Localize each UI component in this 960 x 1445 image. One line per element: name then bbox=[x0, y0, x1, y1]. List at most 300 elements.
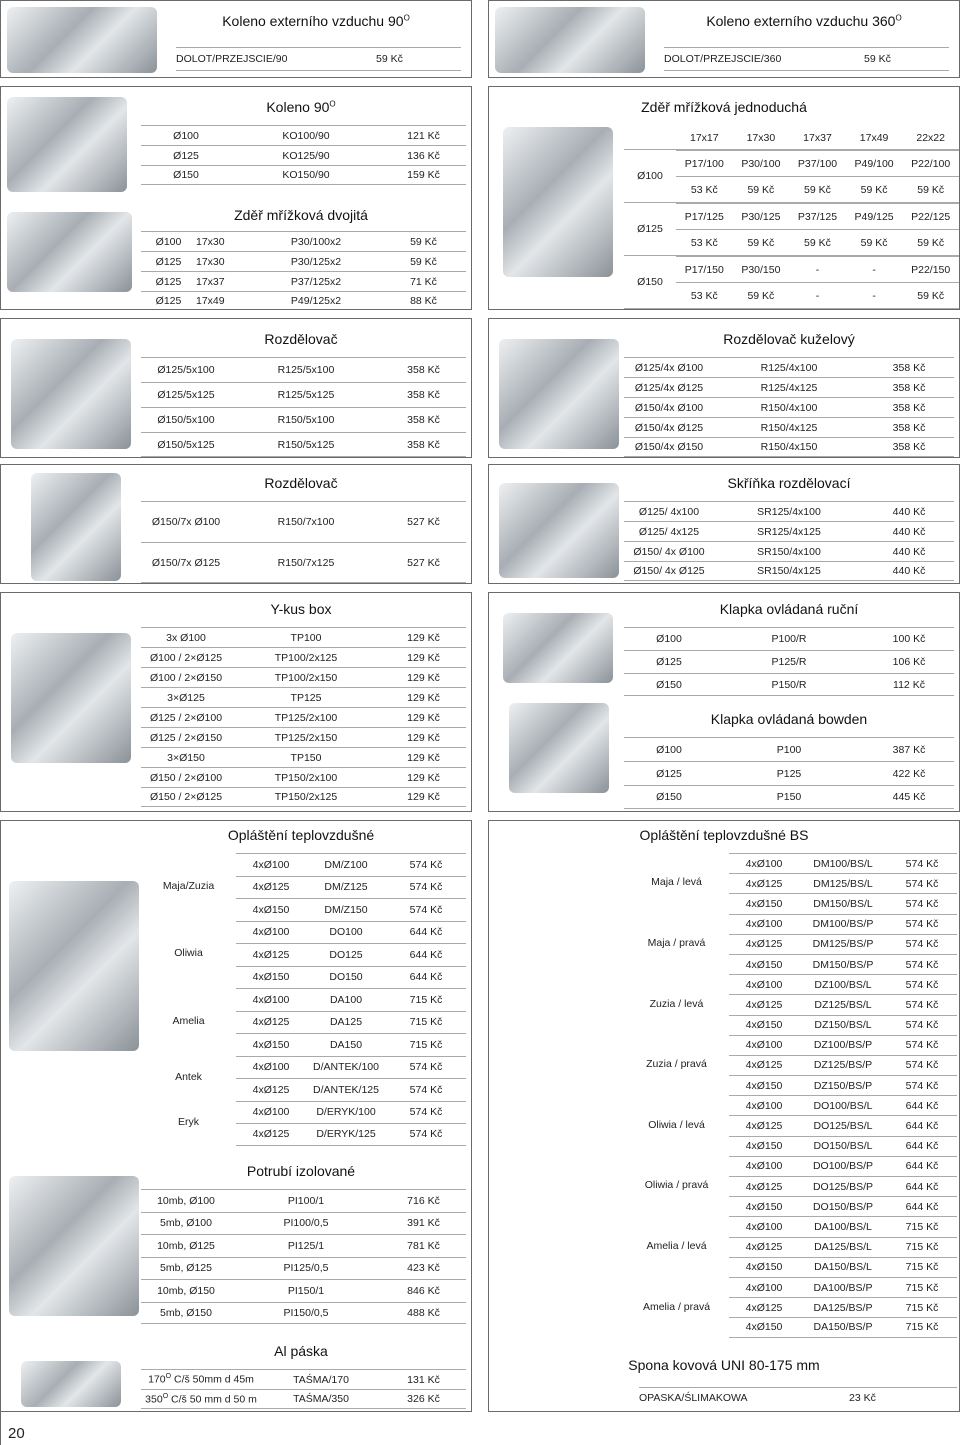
table-cell: 781 Kč bbox=[407, 1239, 440, 1252]
table-row bbox=[624, 785, 954, 809]
product-photo bbox=[509, 703, 609, 793]
table-cell: R150/7x125 bbox=[277, 556, 335, 569]
table-row bbox=[236, 1078, 466, 1101]
koleno-table bbox=[141, 125, 466, 185]
table-cell: Ø150/4x Ø125 bbox=[634, 421, 704, 434]
table-cell: Ø150 bbox=[173, 169, 199, 181]
model-label: Oliwia / levá bbox=[648, 1118, 705, 1131]
panel-title: Opláštění teplovzdušné bbox=[227, 827, 375, 843]
table-cell: 488 Kč bbox=[407, 1306, 440, 1319]
panel-koleno-360 bbox=[488, 0, 960, 78]
table-cell: 4xØ100 bbox=[252, 1106, 290, 1119]
table-cell: 574 Kč bbox=[905, 1059, 939, 1072]
table-cell: 59 Kč bbox=[860, 236, 888, 249]
table-cell: 4xØ150 bbox=[252, 971, 290, 984]
table-cell: Ø150/7x Ø125 bbox=[151, 556, 221, 569]
table-cell: 4xØ125 bbox=[745, 1301, 783, 1314]
table-cell: 391 Kč bbox=[407, 1217, 440, 1230]
table-cell: PI150/0,5 bbox=[283, 1306, 329, 1319]
table-cell: DM150/BS/P bbox=[812, 958, 874, 971]
model-label: Maja / levá bbox=[651, 876, 702, 889]
table-row bbox=[729, 1237, 957, 1257]
table-cell: 4xØ100 bbox=[745, 1039, 783, 1052]
panel-title: Rozdělovač bbox=[264, 331, 338, 347]
table-cell: DM100/BS/P bbox=[812, 918, 874, 931]
product-photo bbox=[499, 339, 619, 449]
table-cell: SR125/4x125 bbox=[757, 525, 821, 538]
group-rows bbox=[676, 203, 959, 255]
table-row bbox=[729, 994, 957, 1014]
zder-table bbox=[624, 127, 959, 309]
table-cell: 4xØ150 bbox=[745, 958, 783, 971]
table-row bbox=[236, 898, 466, 921]
table-cell: 4xØ125 bbox=[252, 1128, 290, 1141]
table-cell: Ø125/5x125 bbox=[157, 389, 215, 401]
table-row bbox=[624, 357, 954, 377]
panel-y-kus bbox=[0, 592, 472, 812]
table-cell: 715 Kč bbox=[409, 993, 443, 1006]
table-row bbox=[729, 974, 957, 994]
y-kus-table bbox=[141, 627, 466, 807]
table-cell: DM/Z100 bbox=[324, 858, 368, 871]
table-cell: P150/R bbox=[771, 678, 807, 691]
table-cell: 59 Kč bbox=[747, 289, 775, 302]
table-cell: 59 Kč bbox=[917, 289, 945, 302]
table-cell: 4xØ125 bbox=[252, 1083, 290, 1096]
table-cell: P17/150 bbox=[684, 263, 724, 276]
table-row bbox=[676, 176, 959, 202]
rozdelovac-kuzelovy-table bbox=[624, 357, 954, 457]
rozdelovac-7-table bbox=[141, 501, 466, 583]
table-cell: 17x37 bbox=[196, 275, 225, 288]
table-row bbox=[236, 876, 466, 899]
table-cell: 4xØ150 bbox=[745, 1261, 783, 1274]
model-label: Amelia bbox=[172, 1014, 205, 1027]
table-cell: 53 Kč bbox=[690, 236, 718, 249]
table-cell: Ø125 bbox=[656, 767, 682, 780]
table-cell: P37/125x2 bbox=[290, 275, 342, 288]
table-cell: 129 Kč bbox=[407, 691, 440, 704]
table-row bbox=[729, 1257, 957, 1277]
table-cell: Ø100 bbox=[155, 235, 182, 248]
al-paska-table bbox=[141, 1369, 466, 1409]
table-row bbox=[141, 1389, 466, 1409]
table-cell: DZ125/BS/P bbox=[813, 1059, 873, 1072]
product-photo bbox=[31, 473, 121, 581]
product-photo bbox=[7, 97, 127, 192]
table-row bbox=[141, 125, 466, 145]
table-cell: - bbox=[872, 289, 876, 302]
product-photo bbox=[495, 7, 645, 73]
rozdelovac-table bbox=[141, 357, 466, 457]
table-cell: 4xØ125 bbox=[745, 998, 783, 1011]
table-row bbox=[141, 432, 466, 457]
sub-title: Al páska bbox=[274, 1343, 328, 1359]
panel-zder-jednoducha bbox=[488, 86, 960, 310]
table-cell: 129 Kč bbox=[407, 771, 440, 784]
table-cell: TP100 bbox=[290, 631, 322, 644]
model-label: Amelia / levá bbox=[646, 1239, 707, 1252]
product-photo bbox=[9, 881, 139, 1051]
product-photo bbox=[21, 1361, 121, 1407]
table-cell: 4xØ125 bbox=[252, 1016, 290, 1029]
table-row bbox=[236, 1011, 466, 1034]
table-cell: 4xØ100 bbox=[252, 1061, 290, 1074]
panel-title: Y-kus box bbox=[270, 601, 332, 617]
table-row bbox=[236, 853, 466, 876]
table-cell: P17/100 bbox=[684, 157, 724, 170]
table-row bbox=[236, 943, 466, 966]
table-cell: 574 Kč bbox=[409, 1128, 443, 1141]
table-cell: 350 bbox=[145, 1393, 163, 1406]
table-cell: 715 Kč bbox=[409, 1016, 443, 1029]
table-cell: 574 Kč bbox=[905, 877, 939, 890]
table-row bbox=[236, 1123, 466, 1146]
table-header-row bbox=[676, 127, 959, 149]
page-number: 20 bbox=[8, 1425, 25, 1442]
table-cell: 129 Kč bbox=[407, 731, 440, 744]
table-cell: P30/125x2 bbox=[290, 255, 342, 268]
table-cell: 100 Kč bbox=[892, 633, 926, 645]
table-cell: TP150/2x125 bbox=[274, 791, 338, 803]
table-cell: PI125/1 bbox=[287, 1239, 325, 1252]
table-row bbox=[141, 667, 466, 687]
table-cell: 445 Kč bbox=[892, 791, 926, 803]
table-cell: 59 Kč bbox=[747, 236, 775, 249]
table-row bbox=[624, 761, 954, 785]
table-cell: Ø125/4x Ø100 bbox=[634, 361, 704, 374]
table-cell: P100/R bbox=[771, 633, 807, 645]
table-row bbox=[141, 542, 466, 583]
table-cell: SR150/4x100 bbox=[757, 545, 821, 558]
table-cell: 644 Kč bbox=[905, 1160, 939, 1173]
product-photo bbox=[499, 483, 619, 578]
table-row bbox=[141, 501, 466, 542]
table-cell: R150/4x150 bbox=[760, 441, 818, 453]
table-row bbox=[676, 256, 959, 282]
table-cell: 358 Kč bbox=[892, 381, 926, 394]
sub-title: Potrubí izolované bbox=[246, 1163, 356, 1179]
model-label: Oliwia bbox=[174, 946, 203, 959]
table-row bbox=[141, 687, 466, 707]
table-row bbox=[236, 921, 466, 944]
table-cell: DM/Z125 bbox=[324, 881, 368, 894]
table-row bbox=[141, 231, 466, 251]
table-cell: 440 Kč bbox=[892, 505, 926, 518]
table-row bbox=[676, 203, 959, 229]
table-cell: 17x30 bbox=[196, 235, 225, 248]
table-row bbox=[676, 150, 959, 176]
table-row bbox=[141, 627, 466, 647]
table-row bbox=[624, 673, 954, 696]
table-cell: O bbox=[162, 1392, 169, 1400]
table-row bbox=[141, 747, 466, 767]
table-cell: 59 Kč bbox=[410, 255, 437, 268]
table-cell: DZ100/BS/P bbox=[813, 1039, 873, 1052]
table-cell: Ø125/5x100 bbox=[157, 364, 215, 376]
table-cell: 4xØ150 bbox=[745, 1321, 783, 1334]
table-cell: DO150/BS/L bbox=[813, 1140, 873, 1153]
table-cell: 644 Kč bbox=[409, 926, 443, 939]
table-cell: R150/7x100 bbox=[277, 516, 335, 528]
table-cell: 4xØ100 bbox=[745, 1220, 783, 1233]
product-photo bbox=[11, 339, 131, 449]
table-cell: DO100 bbox=[329, 926, 363, 939]
table-cell: DA125/BS/L bbox=[814, 1241, 872, 1254]
table-group bbox=[624, 202, 959, 255]
table-cell: TP125/2x150 bbox=[274, 731, 338, 744]
model-label: Eryk bbox=[178, 1115, 199, 1128]
product-photo bbox=[503, 127, 613, 277]
oplasteni-bs-table bbox=[729, 853, 957, 1338]
oplasteni-table bbox=[236, 853, 466, 1146]
table-cell: 4xØ125 bbox=[252, 948, 290, 961]
table-cell: Ø100 / 2×Ø150 bbox=[149, 671, 223, 684]
table-cell: DA100/BS/P bbox=[813, 1281, 873, 1294]
table-cell: 112 Kč bbox=[893, 678, 925, 691]
table-cell: 59 Kč bbox=[860, 183, 888, 196]
table-row bbox=[141, 1302, 466, 1325]
table-cell: 574 Kč bbox=[905, 958, 939, 971]
table-cell: DA150/BS/L bbox=[814, 1261, 872, 1274]
table-cell: TP150 bbox=[290, 751, 322, 764]
table-cell: 4xØ150 bbox=[252, 903, 290, 916]
panel-title: Zděř mřížková jednoduchá bbox=[641, 99, 807, 115]
table-cell: DO150 bbox=[329, 971, 363, 984]
table-cell: P30/100x2 bbox=[290, 235, 342, 248]
table-cell: 644 Kč bbox=[905, 1200, 939, 1213]
table-cell: 715 Kč bbox=[905, 1241, 939, 1254]
table-cell: 4xØ150 bbox=[745, 1019, 783, 1032]
table-row bbox=[624, 650, 954, 673]
table-cell: 423 Kč bbox=[407, 1262, 440, 1275]
potrubi-table bbox=[141, 1189, 466, 1324]
table-cell: P37/100 bbox=[797, 157, 838, 170]
table-cell: 4xØ125 bbox=[745, 1059, 783, 1072]
table-row bbox=[141, 727, 466, 747]
page-margin-line bbox=[0, 1412, 1, 1445]
panel-title: Skříňka rozdělovací bbox=[727, 475, 851, 491]
table-row bbox=[141, 357, 466, 382]
table-cell: - bbox=[872, 263, 876, 276]
table-cell: 4xØ100 bbox=[252, 926, 290, 939]
table-cell: DZ150/BS/P bbox=[813, 1079, 873, 1092]
table-cell: 59 Kč bbox=[747, 183, 775, 196]
product-photo bbox=[9, 1176, 139, 1316]
table-cell: R150/4x100 bbox=[760, 401, 818, 414]
table-cell: KO100/90 bbox=[282, 129, 330, 142]
table-cell: 129 Kč bbox=[407, 711, 440, 724]
table-cell: Ø150 / 2×Ø125 bbox=[149, 791, 223, 803]
table-cell: DA150 bbox=[329, 1038, 363, 1051]
table-cell: 574 Kč bbox=[409, 1061, 443, 1074]
panel-rozdelovac-7 bbox=[0, 464, 472, 584]
table-cell: 574 Kč bbox=[409, 881, 443, 894]
table-cell: R125/5x125 bbox=[277, 389, 335, 401]
table-row bbox=[624, 377, 954, 397]
table-row bbox=[729, 1115, 957, 1135]
table-cell: 4xØ100 bbox=[252, 993, 290, 1006]
table-cell: DO150/BS/P bbox=[812, 1200, 874, 1213]
table-cell: 358 Kč bbox=[892, 421, 926, 434]
table-row bbox=[676, 229, 959, 255]
table-cell: DM100/BS/L bbox=[813, 857, 873, 870]
table-cell: 4xØ100 bbox=[745, 1281, 783, 1294]
table-cell: 644 Kč bbox=[905, 1180, 939, 1193]
panel-oplasteni-bs bbox=[488, 820, 960, 1412]
table-row bbox=[141, 767, 466, 787]
table-header-cell: 22x22 bbox=[916, 132, 945, 144]
table-row bbox=[729, 1156, 957, 1176]
table-row bbox=[141, 1257, 466, 1280]
table-cell: 106 Kč bbox=[892, 656, 926, 668]
table-cell: DO125/BS/L bbox=[813, 1120, 873, 1133]
table-cell: 4xØ150 bbox=[745, 1140, 783, 1153]
table-row bbox=[624, 541, 954, 561]
table-cell: TAŚMA/170 bbox=[293, 1373, 349, 1386]
table-cell: 4xØ125 bbox=[252, 881, 290, 894]
table-cell: 326 Kč bbox=[407, 1393, 440, 1405]
table-cell: P150 bbox=[776, 791, 802, 803]
table-cell: 10mb, Ø100 bbox=[157, 1194, 215, 1207]
table-row bbox=[141, 1212, 466, 1235]
table-cell: DA125 bbox=[329, 1016, 363, 1029]
table-row bbox=[729, 893, 957, 913]
table-cell: Ø100 bbox=[656, 743, 682, 756]
table-cell: P30/150 bbox=[741, 263, 781, 276]
table-cell: 422 Kč bbox=[892, 767, 926, 780]
table-cell: 715 Kč bbox=[905, 1261, 939, 1274]
panel-title: Koleno externího vzduchu $90^O$ bbox=[222, 13, 410, 29]
table-row bbox=[729, 954, 957, 974]
table-cell: 71 Kč bbox=[410, 275, 437, 288]
dia-label: Ø100 bbox=[637, 170, 663, 182]
table-cell: 4xØ150 bbox=[745, 1200, 783, 1213]
table-cell: 4xØ125 bbox=[745, 1180, 783, 1193]
table-cell: Ø125/4x Ø125 bbox=[634, 381, 704, 394]
table-cell: PI100/1 bbox=[287, 1194, 325, 1207]
product-photo bbox=[11, 633, 131, 763]
table-cell: TP100/2x150 bbox=[274, 671, 338, 684]
table-row bbox=[141, 165, 466, 185]
table-cell: 574 Kč bbox=[905, 897, 939, 910]
table-cell: DO125/BS/P bbox=[812, 1180, 874, 1193]
panel-title: Rozdělovač kuželový bbox=[723, 331, 855, 347]
table-cell: 88 Kč bbox=[410, 295, 437, 307]
table-cell: 715 Kč bbox=[409, 1038, 443, 1051]
table-row bbox=[141, 647, 466, 667]
spona-table: OPASKA/ŚLIMAKOWA 23 Kč bbox=[639, 1387, 957, 1407]
table-cell: 3×Ø150 bbox=[167, 751, 205, 764]
table-cell: DO100/BS/L bbox=[813, 1099, 873, 1112]
table-row bbox=[141, 1234, 466, 1257]
table-row bbox=[141, 382, 466, 407]
table-header-cell: 17x37 bbox=[803, 132, 832, 144]
table-cell: P22/125 bbox=[911, 210, 951, 223]
table-cell: D/ANTEK/100 bbox=[313, 1061, 379, 1074]
table-cell: Ø125 bbox=[155, 295, 182, 307]
table-group bbox=[624, 255, 959, 309]
table-cell: 4xØ150 bbox=[745, 1079, 783, 1092]
table-row bbox=[141, 787, 466, 807]
table-cell: C/š 50mm d 45m bbox=[171, 1373, 254, 1386]
table-cell: 644 Kč bbox=[905, 1099, 939, 1112]
table-cell: 3x Ø100 bbox=[166, 631, 206, 644]
zder-dvojita-table bbox=[141, 231, 466, 310]
table-row bbox=[624, 737, 954, 761]
table-cell: R150/5x125 bbox=[277, 438, 335, 451]
table-cell: 59 Kč bbox=[804, 183, 831, 196]
table-cell: 574 Kč bbox=[905, 1079, 939, 1092]
table-cell: 644 Kč bbox=[409, 971, 443, 984]
table-header-cell: 17x30 bbox=[746, 132, 776, 144]
klapka-rucni-table bbox=[624, 627, 954, 696]
table-cell: DA100/BS/L bbox=[814, 1220, 872, 1233]
table-cell: 387 Kč bbox=[892, 743, 926, 756]
table-cell: DO125 bbox=[329, 948, 363, 961]
table-row bbox=[141, 291, 466, 310]
table-cell: - bbox=[815, 289, 820, 302]
table-row bbox=[729, 1297, 957, 1317]
table-header-cell: 17x17 bbox=[689, 132, 719, 144]
table-cell: 644 Kč bbox=[409, 948, 443, 961]
dia-label: Ø150 bbox=[637, 276, 663, 288]
table-cell: PI125/0,5 bbox=[283, 1262, 329, 1275]
table-cell: P17/125 bbox=[684, 210, 724, 223]
table-row bbox=[729, 914, 957, 934]
table-cell: 440 Kč bbox=[892, 525, 926, 538]
klapka-bowden-table bbox=[624, 737, 954, 809]
table-cell: 527 Kč bbox=[407, 556, 440, 569]
table-cell: D/ERYK/125 bbox=[316, 1128, 376, 1141]
skrinka-table bbox=[624, 501, 954, 581]
table-cell: Ø150/4x Ø150 bbox=[634, 441, 704, 453]
table-cell: TP125/2x100 bbox=[274, 711, 338, 724]
table-cell: 574 Kč bbox=[409, 903, 443, 916]
table-cell: C/š 50 mm d 50 m bbox=[168, 1393, 257, 1406]
table-cell: 358 Kč bbox=[407, 414, 440, 426]
table-cell: P100 bbox=[776, 743, 802, 756]
table-row bbox=[729, 1015, 957, 1035]
table-row bbox=[624, 397, 954, 417]
table-row bbox=[141, 145, 466, 165]
table-cell: 4xØ125 bbox=[745, 938, 783, 951]
table-cell: 715 Kč bbox=[905, 1301, 939, 1314]
table-cell: TAŚMA/350 bbox=[293, 1393, 349, 1405]
table-cell: 59 Kč bbox=[917, 236, 945, 249]
table-cell: PI100/0,5 bbox=[283, 1217, 329, 1230]
table-cell: DM/Z150 bbox=[324, 903, 368, 916]
table-row bbox=[624, 561, 954, 581]
table-cell: TP150/2x100 bbox=[274, 771, 338, 784]
panel-klapka bbox=[488, 592, 960, 812]
table-row bbox=[729, 934, 957, 954]
table-cell: 644 Kč bbox=[905, 1120, 939, 1133]
table-row bbox=[624, 417, 954, 437]
panel-skrinka bbox=[488, 464, 960, 584]
table-row bbox=[729, 1216, 957, 1236]
table-cell: Ø150/5x100 bbox=[157, 414, 215, 426]
table-row bbox=[729, 1055, 957, 1075]
model-label: Amelia / pravá bbox=[642, 1300, 711, 1313]
table-cell: 59 Kč bbox=[410, 235, 437, 248]
table-cell: KO125/90 bbox=[282, 149, 330, 162]
table-cell: 358 Kč bbox=[407, 364, 440, 376]
table-cell: - bbox=[815, 263, 820, 276]
table-cell: 358 Kč bbox=[892, 361, 926, 374]
table-cell: 358 Kč bbox=[892, 441, 926, 453]
table-cell: D/ANTEK/125 bbox=[313, 1083, 379, 1096]
